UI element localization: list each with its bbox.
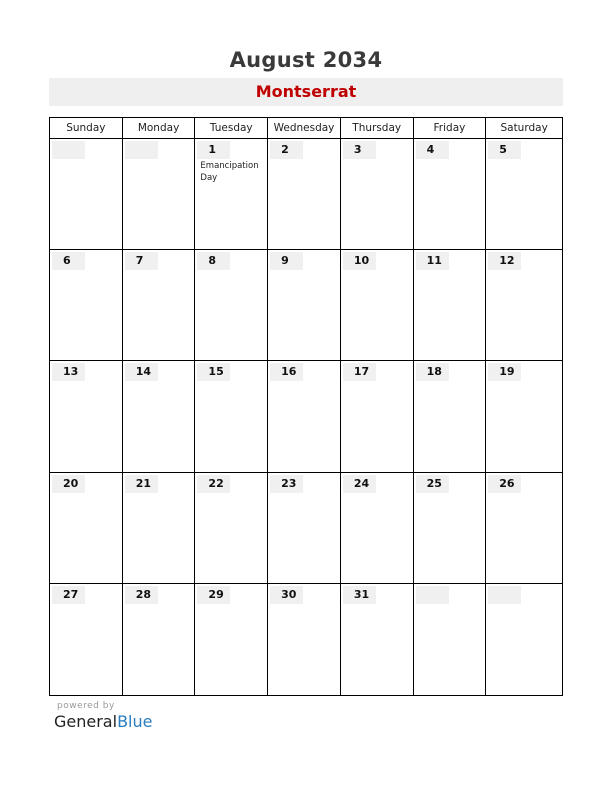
day-number: 13 xyxy=(52,363,85,381)
day-cell[interactable] xyxy=(486,361,562,472)
day-number xyxy=(416,586,449,604)
day-number xyxy=(488,586,521,604)
day-cell[interactable] xyxy=(50,139,123,250)
holiday-event: Emancipation Day xyxy=(200,161,259,183)
generalblue-logo[interactable] xyxy=(54,712,152,731)
day-cell[interactable] xyxy=(414,473,487,584)
day-cell[interactable] xyxy=(50,250,123,361)
day-number: 6 xyxy=(52,252,85,270)
day-number: 8 xyxy=(197,252,230,270)
day-cell[interactable] xyxy=(195,139,268,250)
calendar-title: August 2034 xyxy=(229,48,383,72)
day-number: 22 xyxy=(197,475,230,493)
day-cell[interactable] xyxy=(268,250,341,361)
day-cell[interactable] xyxy=(486,584,562,695)
day-cell[interactable] xyxy=(50,361,123,472)
weekday-header: Saturday xyxy=(486,118,562,139)
day-cell[interactable] xyxy=(195,584,268,695)
day-number: 16 xyxy=(270,363,303,381)
day-cell[interactable] xyxy=(341,250,414,361)
day-cell[interactable] xyxy=(123,473,196,584)
day-cell[interactable] xyxy=(123,250,196,361)
day-cell[interactable] xyxy=(123,139,196,250)
country-label: Montserrat xyxy=(49,78,563,106)
day-number: 20 xyxy=(52,475,85,493)
day-cell[interactable] xyxy=(268,584,341,695)
day-cell[interactable] xyxy=(341,584,414,695)
day-number: 7 xyxy=(125,252,158,270)
day-number xyxy=(125,141,158,159)
day-number xyxy=(52,141,85,159)
day-number: 24 xyxy=(343,475,376,493)
weekday-header: Wednesday xyxy=(268,118,341,139)
day-cell[interactable] xyxy=(486,473,562,584)
day-cell[interactable] xyxy=(195,250,268,361)
day-number: 4 xyxy=(416,141,449,159)
day-cell[interactable] xyxy=(268,473,341,584)
weekday-header: Tuesday xyxy=(195,118,268,139)
day-number: 29 xyxy=(197,586,230,604)
day-cell[interactable] xyxy=(414,139,487,250)
weekday-header: Friday xyxy=(414,118,487,139)
day-number: 15 xyxy=(197,363,230,381)
day-cell[interactable] xyxy=(50,473,123,584)
day-cell[interactable] xyxy=(414,250,487,361)
day-number: 31 xyxy=(343,586,376,604)
day-number: 3 xyxy=(343,141,376,159)
brand-blue-text: Blue xyxy=(117,712,153,731)
day-number: 2 xyxy=(270,141,303,159)
weekday-header: Sunday xyxy=(50,118,123,139)
day-cell[interactable] xyxy=(123,584,196,695)
day-number: 17 xyxy=(343,363,376,381)
day-cell[interactable] xyxy=(341,139,414,250)
powered-by-label: powered by xyxy=(57,701,115,711)
day-cell[interactable] xyxy=(195,361,268,472)
day-cell[interactable] xyxy=(195,473,268,584)
day-cell[interactable] xyxy=(341,473,414,584)
day-number: 12 xyxy=(488,252,521,270)
day-cell[interactable] xyxy=(414,361,487,472)
day-number: 25 xyxy=(416,475,449,493)
day-number: 23 xyxy=(270,475,303,493)
day-number: 9 xyxy=(270,252,303,270)
day-number: 27 xyxy=(52,586,85,604)
day-number: 10 xyxy=(343,252,376,270)
day-number: 26 xyxy=(488,475,521,493)
day-number: 28 xyxy=(125,586,158,604)
day-cell[interactable] xyxy=(268,361,341,472)
day-number: 14 xyxy=(125,363,158,381)
day-cell[interactable] xyxy=(414,584,487,695)
day-cell[interactable] xyxy=(123,361,196,472)
brand-general-text: General xyxy=(54,712,118,731)
day-number: 11 xyxy=(416,252,449,270)
day-number: 1 xyxy=(197,141,230,159)
day-number: 19 xyxy=(488,363,521,381)
calendar-grid xyxy=(49,117,563,696)
day-cell[interactable] xyxy=(268,139,341,250)
day-cell[interactable] xyxy=(486,250,562,361)
day-number: 18 xyxy=(416,363,449,381)
day-number: 21 xyxy=(125,475,158,493)
day-number: 30 xyxy=(270,586,303,604)
weekday-header: Monday xyxy=(123,118,196,139)
day-cell[interactable] xyxy=(486,139,562,250)
day-cell[interactable] xyxy=(50,584,123,695)
day-cell[interactable] xyxy=(341,361,414,472)
day-number: 5 xyxy=(488,141,521,159)
weekday-header: Thursday xyxy=(341,118,414,139)
